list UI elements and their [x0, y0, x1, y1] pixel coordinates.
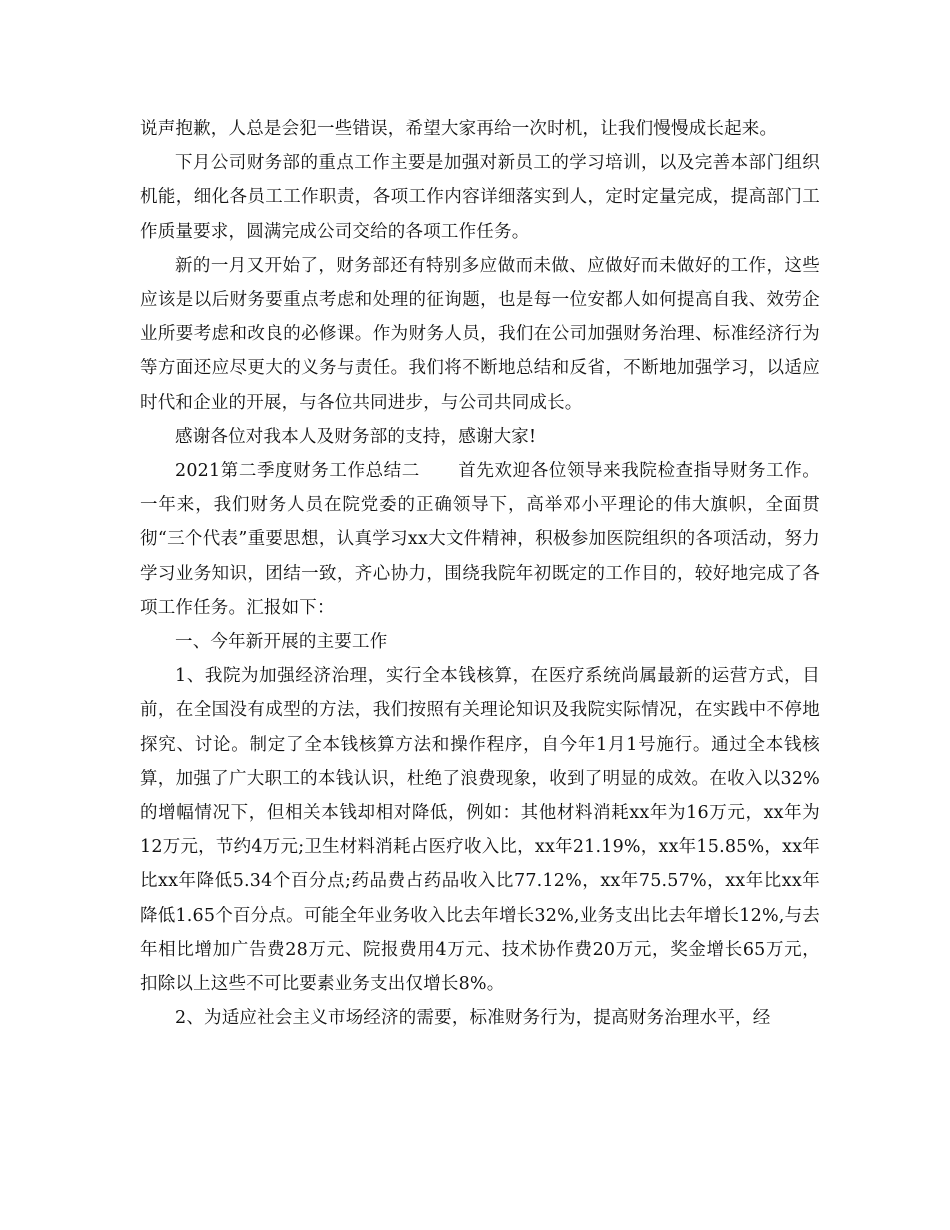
paragraph: 下月公司财务部的重点工作主要是加强对新员工的学习培训，以及完善本部门组织机能，细化各员工工作职责，各项工作内容详细落实到人，定时定量完成，提高部门工作质量要求，圆满完成公司交给的各项工作任务。	[140, 153, 820, 242]
document-body	[140, 112, 820, 1035]
paragraph-with-section-title	[140, 454, 820, 625]
paragraph-text: 首先欢迎各位领导来我院检查指导财务工作。一年来，我们财务人员在院党委的正确领导下，高举邓小平理论的伟大旗帜，全面贯彻“三个代表”重要思想，认真学习xx大文件精神，积极参加医院组织的各项活动，努力学习业务知识，团结一致，齐心协力，围绕我院年初既定的工作目的，较好地完成了各项工作任务。汇报如下：	[140, 461, 821, 618]
section-heading: 一、今年新开展的主要工作	[175, 632, 388, 653]
paragraph: 说声抱歉，人总是会犯一些错误，希望大家再给一次时机，让我们慢慢成长起来。	[140, 119, 778, 139]
section-title: 2021第二季度财务工作总结二	[175, 461, 420, 482]
paragraph: 1、我院为加强经济治理，实行全本钱核算，在医疗系统尚属最新的运营方式，目前，在全国没有成型的方法，我们按照有关理论知识及我院实际情况，在实践中不停地探究、讨论。制定了全本钱核算方法和操作程序，自今年1月1号施行。通过全本钱核算，加强了广大职工的本钱认识，杜绝了浪费现象，收到了明显的成效。在收入以32%的增幅情况下，但相关本钱却相对降低，例如：其他材料消耗xx年为16万元，xx年为12万元，节约4万元;卫生材料消耗占医疗收入比，xx年21.19%，xx年15.85%，xx年比xx年降低5.34个百分点;药品费占药品收入比77.12%，xx年75.57%，xx年比xx年降低1.65个百分点。可能全年业务收入比去年增长32%,业务支出比去年增长12%,与去年相比增加广告费28万元、院报费用4万元、技术协作费20万元，奖金增长65万元，扣除以上这些不可比要素业务支出仅增长8%。	[140, 666, 820, 995]
paragraph: 新的一月又开始了，财务部还有特别多应做而未做、应做好而未做好的工作，这些应该是以后财务要重点考虑和处理的征询题，也是每一位安都人如何提高自我、效劳企业所要考虑和改良的必修课。作为财务人员，我们在公司加强财务治理、标准经济行为等方面还应尽更大的义务与责任。我们将不断地总结和反省，不断地加强学习，以适应时代和企业的开展，与各位共同进步，与公司共同成长。	[140, 255, 820, 413]
paragraph: 2、为适应社会主义市场经济的需要，标准财务行为，提高财务治理水平，经	[175, 1008, 771, 1029]
paragraph: 感谢各位对我本人及财务部的支持，感谢大家!	[175, 426, 537, 447]
